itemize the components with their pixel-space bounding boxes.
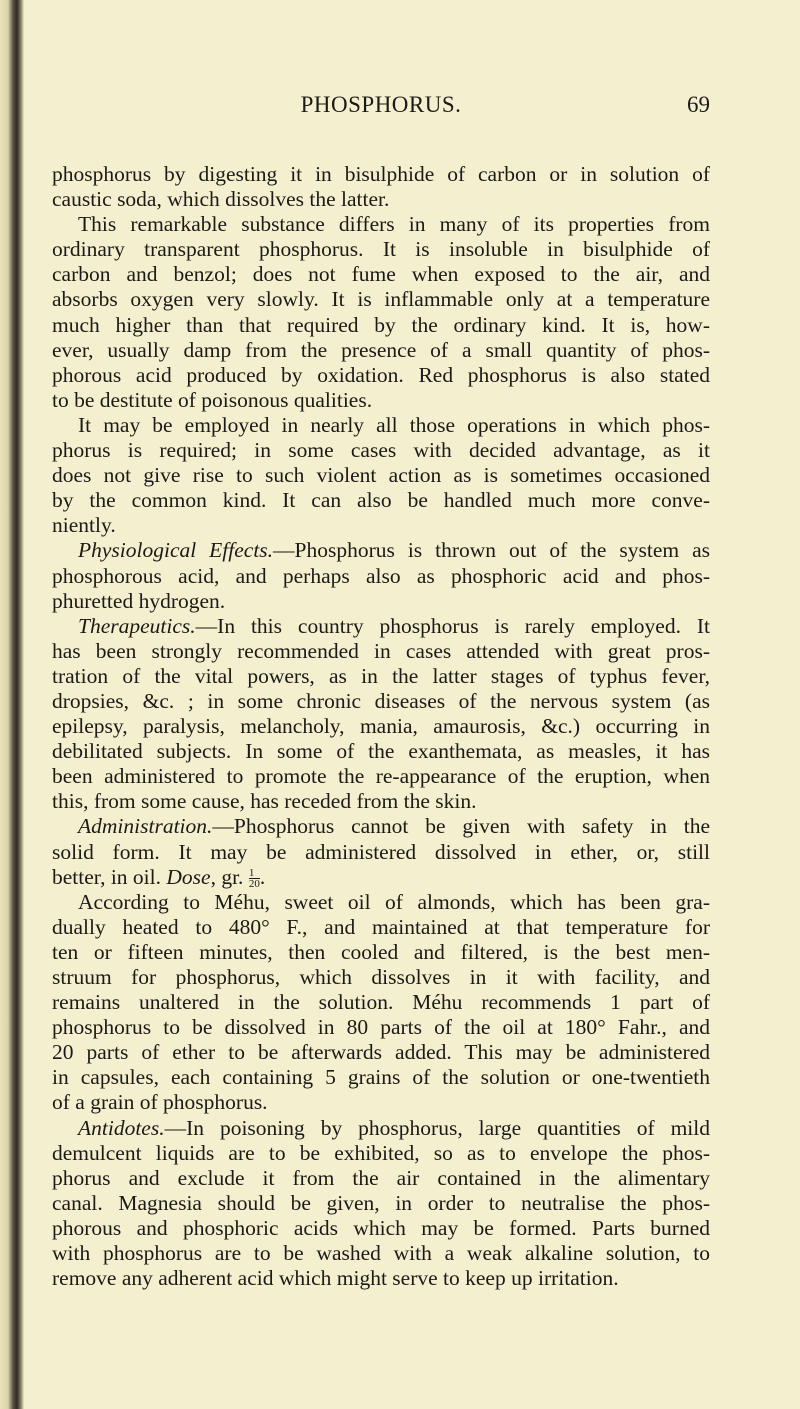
text-segment: phosphorus by digesting it in bisulphide of carbon or in solution of <box>52 162 710 186</box>
text-segment: —In poisoning by phosphorus, large quantities of mild <box>164 1115 710 1140</box>
text-segment: epilepsy, paralysis, melancholy, mania, amaurosis, &c.) occurring in <box>52 714 710 739</box>
text-line <box>52 513 710 538</box>
text-line <box>52 1015 710 1040</box>
text-segment: 20 parts of ether to be afterwards added. This may be administered <box>52 1040 710 1065</box>
text-line <box>52 237 710 262</box>
italic-heading: Therapeutics. <box>78 613 196 638</box>
text-line <box>52 1141 710 1166</box>
text-segment: better, in oil. <box>52 864 167 889</box>
text-line <box>52 1040 710 1065</box>
fraction-numerator: 1 <box>249 868 260 879</box>
text-line <box>52 1090 710 1115</box>
text-segment: ever, usually damp from the presence of a small quantity of phos- <box>52 337 710 362</box>
text-line <box>52 363 710 388</box>
text-segment: does not give rise to such violent action as is sometimes occasioned <box>52 463 710 488</box>
text-segment: with phosphorus are to be washed with a weak alkaline solution, to <box>52 1241 710 1266</box>
text-line <box>52 990 710 1015</box>
text-line <box>52 438 710 463</box>
text-segment: tration of the vital powers, as in the latter stages of typhus fever, <box>52 663 710 688</box>
text-line <box>52 1166 710 1191</box>
text-line <box>52 915 710 940</box>
text-segment: dually heated to 480° F., and maintained at that temperature for <box>52 914 710 939</box>
book-binding-edge <box>0 0 24 1409</box>
text-segment: debilitated subjects. In some of the exanthemata, as measles, it has <box>52 739 710 764</box>
text-segment: has been strongly recommended in cases attended with great pros- <box>52 638 710 663</box>
text-segment: phorus is required; in some cases with decided advantage, as it <box>52 438 710 463</box>
text-line <box>52 463 710 488</box>
text-segment: canal. Magnesia should be given, in order to neutralise the phos- <box>52 1190 710 1215</box>
text-segment: struum for phosphorus, which dissolves in it with facility, and <box>52 965 710 989</box>
text-segment: this, from some cause, has receded from the skin. <box>52 789 477 814</box>
text-line <box>52 739 710 764</box>
text-segment: ordinary transparent phosphorus. It is insoluble in bisulphide of <box>52 237 710 262</box>
text-line <box>52 890 710 915</box>
text-segment: been administered to promote the re-appearance of the eruption, when <box>52 764 710 789</box>
text-line <box>52 614 710 639</box>
text-line <box>52 338 710 363</box>
text-segment: phorous and phosphoric acids which may be formed. Parts burned <box>52 1215 710 1240</box>
italic-heading: Antidotes. <box>78 1115 165 1140</box>
text-line <box>52 639 710 664</box>
text-segment: to be destitute of poisonous qualities. <box>52 387 373 412</box>
text-segment: demulcent liquids are to be exhibited, so as to envelope the phos- <box>52 1140 710 1165</box>
text-segment: carbon and benzol; does not fume when exposed to the air, and <box>52 262 710 287</box>
text-segment: caustic soda, which dissolves the latter. <box>52 187 390 212</box>
text-line <box>52 664 710 689</box>
text-segment: phuretted hydrogen. <box>52 588 226 613</box>
fraction <box>249 868 260 889</box>
text-segment: —Phosphorus is thrown out of the system as <box>273 538 710 563</box>
text-line <box>52 965 710 990</box>
italic-heading: Physiological Effects. <box>78 538 274 563</box>
text-segment: , gr. <box>210 864 249 889</box>
text-segment: by the common kind. It can also be handled much more conve- <box>52 488 710 513</box>
text-line <box>52 262 710 287</box>
text-segment: This remarkable substance differs in many of its properties from <box>78 212 710 237</box>
text-segment: much higher than that required by the ordinary kind. It is, how- <box>52 312 710 337</box>
fraction-denominator: 20 <box>248 878 260 891</box>
text-segment: of a grain of phosphorus. <box>52 1090 268 1115</box>
text-line <box>52 1065 710 1090</box>
text-segment: phorous acid produced by oxidation. Red phosphorus is also stated <box>52 362 710 387</box>
text-segment: dropsies, &c. ; in some chronic diseases of the nervous system (as <box>52 688 710 713</box>
page-header <box>52 92 710 122</box>
text-line <box>52 1191 710 1216</box>
text-line <box>52 538 710 563</box>
text-line <box>52 162 710 187</box>
text-segment: remove any adherent acid which might serve to keep up irritation. <box>52 1266 619 1291</box>
text-segment: phorus and exclude it from the air contained in the alimentary <box>52 1165 710 1190</box>
text-segment: . <box>259 864 266 889</box>
text-line <box>52 313 710 338</box>
italic-heading: Dose <box>166 864 211 889</box>
text-line <box>52 564 710 589</box>
text-line <box>52 1216 710 1241</box>
text-line <box>52 413 710 438</box>
text-segment: —Phosphorus cannot be given with safety in the <box>212 814 710 839</box>
text-line <box>52 865 710 890</box>
text-line <box>52 1241 710 1266</box>
body-text <box>52 162 710 1291</box>
text-line <box>52 840 710 865</box>
text-segment: absorbs oxygen very slowly. It is inflammable only at a temperature <box>52 287 710 312</box>
text-line <box>52 589 710 614</box>
text-segment: phosphorus to be dissolved in 80 parts of the oil at 180° Fahr., and <box>52 1015 710 1040</box>
text-line <box>52 764 710 789</box>
text-line <box>52 212 710 237</box>
text-line <box>52 940 710 965</box>
text-segment: solid form. It may be administered dissolved in ether, or, still <box>52 839 710 864</box>
text-segment: in capsules, each containing 5 grains of the solution or one-twentieth <box>52 1065 710 1090</box>
text-line <box>52 488 710 513</box>
italic-heading: Administration. <box>78 814 213 839</box>
text-line <box>52 287 710 312</box>
text-segment: niently. <box>52 513 116 538</box>
running-title: PHOSPHORUS. <box>300 92 462 117</box>
text-line <box>52 187 710 212</box>
page-number: 69 <box>687 92 710 117</box>
text-line <box>52 1116 710 1141</box>
text-segment: —In this country phosphorus is rarely employed. It <box>195 613 710 638</box>
text-segment: It may be employed in nearly all those operations in which phos- <box>78 412 710 437</box>
text-line <box>52 814 710 839</box>
text-line <box>52 689 710 714</box>
text-segment: ten or fifteen minutes, then cooled and filtered, is the best men- <box>52 939 710 964</box>
text-line <box>52 1266 710 1291</box>
text-line <box>52 714 710 739</box>
text-line <box>52 789 710 814</box>
text-segment: remains unaltered in the solution. Méhu recommends 1 part of <box>52 990 710 1015</box>
text-segment: According to Méhu, sweet oil of almonds, which has been gra- <box>78 889 710 914</box>
text-line <box>52 388 710 413</box>
text-segment: phosphorous acid, and perhaps also as phosphoric acid and phos- <box>52 563 710 588</box>
